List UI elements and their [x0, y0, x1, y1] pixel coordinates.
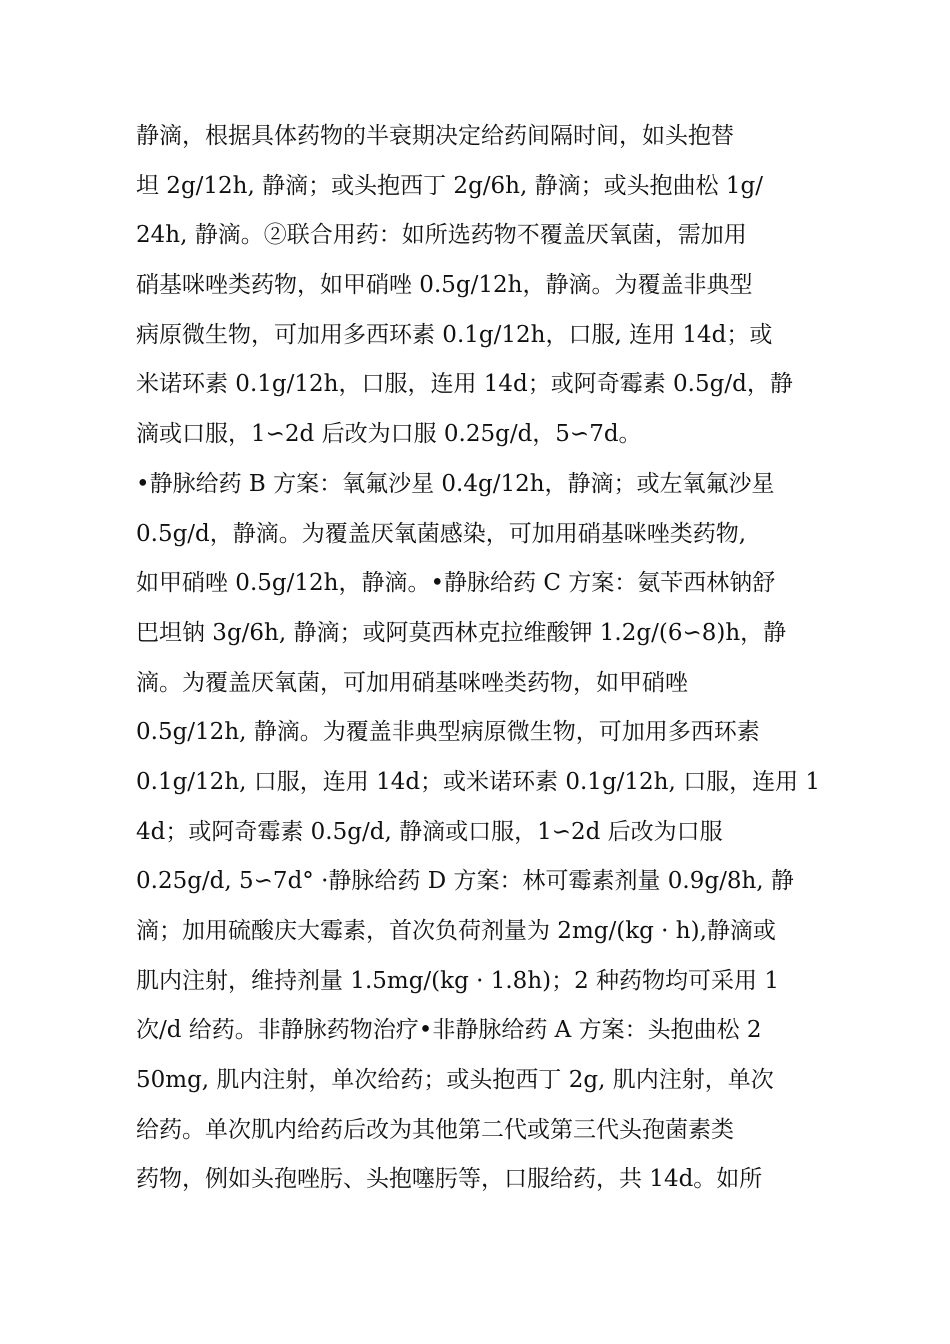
text-line: 坦 2g/12h, 静滴；或头抱西丁 2g/6h, 静滴；或头抱曲松 1g/	[136, 172, 764, 199]
text-line: 滴。为覆盖厌氧菌，可加用硝基咪唑类药物，如甲硝唑	[136, 669, 688, 696]
text-line: 药物，例如头孢唑肟、头抱噻肟等，口服给药，共 14d。如所	[136, 1166, 763, 1193]
text-line: 硝基咪唑类药物，如甲硝唑 0.5g/12h，静滴。为覆盖非典型	[136, 272, 753, 299]
text-line: 静滴，根据具体药物的半衰期决定给药间隔时间，如头抱替	[136, 123, 734, 149]
text-line: 0.25g/d, 5∽7d° ·静脉给药 D 方案：林可霉素剂量 0.9g/8h, 静	[136, 868, 794, 895]
text-line: 滴；加用硫酸庆大霉素，首次负荷剂量为 2mg/(kg · h),静滴或	[136, 918, 776, 944]
text-line: 滴或口服，1∽2d 后改为口服 0.25g/d，5∽7d。	[136, 421, 642, 448]
text-line: 0.5g/d，静滴。为覆盖厌氧菌感染，可加用硝基咪唑类药物,	[136, 520, 747, 547]
text-line: 病原微生物，可加用多西环素 0.1g/12h，口服, 连用 14d；或	[136, 321, 773, 348]
text-line: 0.5g/12h, 静滴。为覆盖非典型病原微生物，可加用多西环素	[136, 719, 760, 746]
text-line: 如甲硝唑 0.5g/12h，静滴。•静脉给药 C 方案：氨苄西林钠舒	[136, 570, 776, 597]
text-line: •静脉给药 B 方案：氧氟沙星 0.4g/12h，静滴；或左氧氟沙星	[136, 470, 775, 497]
text-line: 0.1g/12h, 口服，连用 14d；或米诺环素 0.1g/12h, 口服，连用 1	[136, 768, 821, 795]
text-line: 24h, 静滴。②联合用药：如所选药物不覆盖厌氧菌，需加用	[136, 222, 747, 249]
text-line: 次/d 给药。非静脉药物治疗•非静脉给药 A 方案：头抱曲松 2	[136, 1017, 762, 1044]
text-line: 肌内注射，维持剂量 1.5mg/(kg · 1.8h)；2 种药物均可采用 1	[136, 967, 779, 994]
text-line: 米诺环素 0.1g/12h，口服，连用 14d；或阿奇霉素 0.5g/d，静	[136, 371, 793, 398]
text-line: 巴坦钠 3g/6h, 静滴；或阿莫西林克拉维酸钾 1.2g/(6∽8)h，静	[136, 619, 787, 646]
body-text	[136, 112, 826, 1205]
text-line: 4d；或阿奇霉素 0.5g/d, 静滴或口服，1∽2d 后改为口服	[136, 818, 723, 845]
text-line: 给药。单次肌内给药后改为其他第二代或第三代头孢菌素类	[136, 1116, 734, 1143]
text-line: 50mg, 肌内注射，单次给药；或头抱西丁 2g, 肌内注射，单次	[136, 1067, 774, 1094]
